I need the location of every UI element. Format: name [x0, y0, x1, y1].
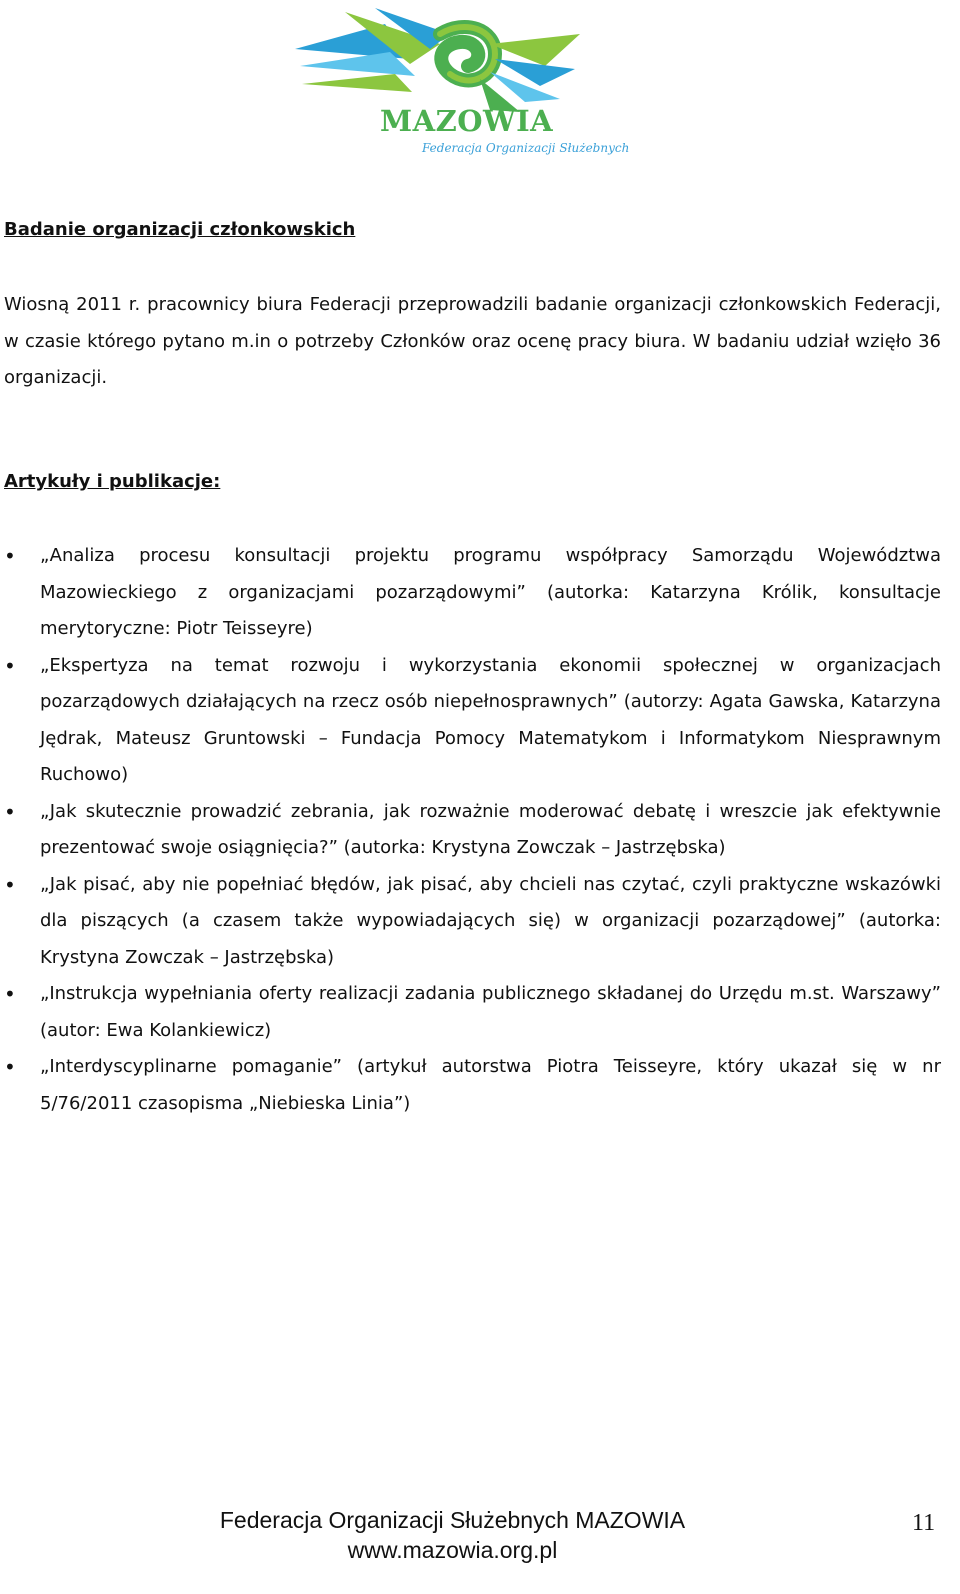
- publication-text: „Analiza procesu konsultacji projektu programu współpracy Samorządu Województwa Mazowieckiego z organizacjami pozarządowymi” (autorka: Katarzyna Królik, konsultacje merytoryczne: Piotr Teisseyre): [40, 545, 941, 639]
- publications-list: [4, 538, 941, 1122]
- footer-organization: Federacja Organizacji Służebnych MAZOWIA: [219, 1507, 686, 1533]
- survey-paragraph: Wiosną 2011 r. pracownicy biura Federacji przeprowadzili badanie organizacji członkowskich Federacji, w czasie którego pytano m.in o potrzeby Członków oraz ocenę pracy biura. W badaniu udział wzięło 36 organizacji.: [4, 294, 941, 388]
- publications-heading: Artykuły i publikacje:: [4, 471, 221, 492]
- list-item: [4, 794, 941, 867]
- bullet-icon: •: [4, 872, 16, 897]
- list-item: [4, 538, 941, 648]
- logo-title: MAZOWIA: [380, 104, 554, 138]
- publication-text: „Instrukcja wypełniania oferty realizacji zadania publicznego składanej do Urzędu m.st. Warszawy” (autor: Ewa Kolankiewicz): [40, 983, 941, 1041]
- publication-text: „Jak skutecznie prowadzić zebrania, jak rozważnie moderować debatę i wreszcie jak efektywnie prezentować swoje osiągnięcia?” (autorka: Krystyna Zowczak – Jastrzębska): [40, 800, 941, 858]
- logo-subtitle: Federacja Organizacji Służebnych: [422, 141, 630, 155]
- list-item: [4, 867, 941, 977]
- bullet-icon: •: [4, 799, 16, 824]
- knot-emblem-icon: [290, 4, 630, 114]
- list-item: [4, 648, 941, 794]
- survey-heading: Badanie organizacji członkowskich: [4, 219, 356, 240]
- bullet-icon: •: [4, 982, 16, 1006]
- bullet-icon: •: [4, 653, 16, 678]
- bullet-icon: •: [4, 544, 16, 568]
- publication-text: „Ekspertyza na temat rozwoju i wykorzystania ekonomii społecznej w organizacjach pozarządowych działających na rzecz osób niepełnosprawnych” (autorzy: Agata Gawska, Katarzyna Jędrak, Mateusz Gruntowski – Fundacja Pomocy Matematykom i Informatykom Niesprawnym Ruchowo): [40, 654, 941, 785]
- publication-text: „Interdyscyplinarne pomaganie” (artykuł autorstwa Piotra Teisseyre, który ukazał się w nr 5/76/2011 czasopisma „Niebieska Linia”): [40, 1056, 941, 1114]
- list-item: [4, 1049, 941, 1122]
- bullet-icon: •: [4, 1055, 16, 1079]
- page-number: 11: [912, 1510, 936, 1536]
- publication-text: „Jak pisać, aby nie popełniać błędów, jak pisać, aby chcieli nas czytać, czyli praktyczne wskazówki dla piszących (a czasem także wypowiadających się) w organizacji pozarządowej” (autorka: Krystyna Zowczak – Jastrzębska): [40, 873, 941, 968]
- mazowia-logo: [290, 4, 630, 162]
- footer-website-link[interactable]: www.mazowia.org.pl: [347, 1537, 558, 1563]
- list-item: [4, 976, 941, 1049]
